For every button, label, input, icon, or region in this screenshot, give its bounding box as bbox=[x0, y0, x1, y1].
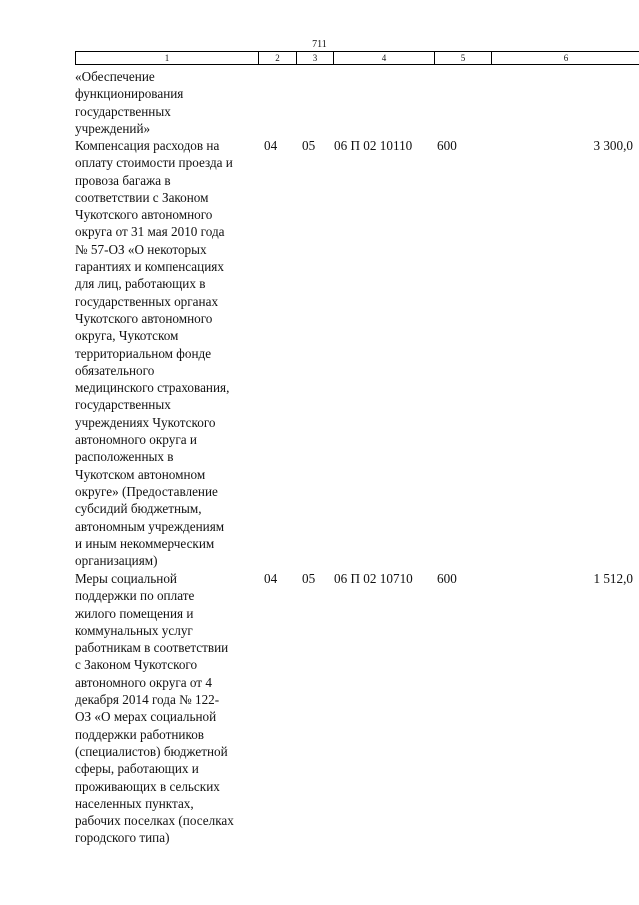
table-header bbox=[75, 51, 639, 65]
table-row bbox=[75, 570, 639, 847]
row-description bbox=[75, 137, 258, 569]
description-line: ОЗ «О мерах социальной bbox=[75, 709, 217, 725]
description-line: провоза багажа в bbox=[75, 172, 171, 188]
description-line: населенных пунктах, bbox=[75, 795, 194, 811]
header-col-1: 1 bbox=[76, 52, 259, 64]
description-line: гарантиях и компенсациях bbox=[75, 259, 224, 275]
description-line: учреждениях Чукотского bbox=[75, 414, 216, 430]
description-line: организациям) bbox=[75, 553, 158, 569]
description-line: субсидий бюджетным, bbox=[75, 501, 202, 517]
cell-target-article: 06 П 02 10110 bbox=[334, 138, 413, 153]
header-col-5: 5 bbox=[435, 52, 492, 64]
table-row bbox=[75, 68, 639, 137]
description-line: для лиц, работающих в bbox=[75, 276, 206, 292]
description-line: с Законом Чукотского bbox=[75, 657, 198, 673]
description-line: сферы, работающих и bbox=[75, 761, 199, 777]
description-line: работникам в соответствии bbox=[75, 640, 229, 656]
description-line: автономным учреждениям bbox=[75, 518, 225, 534]
cell-section bbox=[258, 68, 296, 137]
description-line: округа от 31 мая 2010 года bbox=[75, 224, 225, 240]
description-line: Чукотского автономного bbox=[75, 310, 213, 326]
description-line: медицинского страхования, bbox=[75, 380, 230, 396]
description-line: функционирования bbox=[75, 86, 184, 102]
description-line: Чукотского автономного bbox=[75, 207, 213, 223]
description-line: проживающих в сельских bbox=[75, 778, 220, 794]
description-line: поддержки работников bbox=[75, 726, 205, 742]
description-line: округе» (Предоставление bbox=[75, 483, 218, 499]
cell-expense-type: 600 bbox=[437, 138, 457, 153]
description-line: «Обеспечение bbox=[75, 69, 155, 84]
header-col-3: 3 bbox=[297, 52, 334, 64]
description-line: государственных bbox=[75, 397, 171, 413]
description-line: поддержки по оплате bbox=[75, 588, 195, 604]
cell-expense-type: 600 bbox=[437, 571, 457, 586]
cell-section: 04 bbox=[264, 138, 278, 153]
header-col-6: 6 bbox=[563, 53, 569, 63]
description-line: обязательного bbox=[75, 362, 155, 378]
cell-target-article: 06 П 02 10710 bbox=[334, 571, 413, 586]
row-description bbox=[75, 570, 258, 847]
header-col-2: 2 bbox=[259, 52, 297, 64]
description-line: территориальном фонде bbox=[75, 345, 212, 361]
description-line: коммунальных услуг bbox=[75, 622, 193, 638]
description-line: расположенных в bbox=[75, 449, 174, 465]
cell-subsection bbox=[296, 68, 333, 137]
description-line: государственных органах bbox=[75, 293, 219, 309]
description-line: жилого помещения и bbox=[75, 605, 194, 621]
description-line: городского типа) bbox=[75, 830, 170, 846]
cell-subsection: 05 bbox=[302, 138, 316, 153]
description-line: автономного округа от 4 bbox=[75, 674, 212, 690]
page-number: 711 bbox=[312, 39, 327, 50]
description-line: государственных bbox=[75, 103, 171, 119]
description-line: декабря 2014 года № 122- bbox=[75, 692, 220, 708]
cell-section: 04 bbox=[264, 571, 278, 586]
description-line: № 57-ОЗ «О некоторых bbox=[75, 241, 207, 257]
description-line: (специалистов) бюджетной bbox=[75, 743, 228, 759]
cell-amount bbox=[491, 68, 639, 137]
header-col-4: 4 bbox=[334, 52, 435, 64]
cell-target-article bbox=[333, 68, 434, 137]
description-line: оплату стоимости проезда и bbox=[75, 155, 233, 171]
cell-amount: 1 512,0 bbox=[593, 571, 633, 586]
cell-subsection: 05 bbox=[302, 571, 316, 586]
description-line: и иным некоммерческим bbox=[75, 535, 215, 551]
row-description bbox=[75, 68, 258, 137]
description-line: округа, Чукотском bbox=[75, 328, 179, 344]
cell-amount: 3 300,0 bbox=[593, 138, 633, 153]
table-row bbox=[75, 137, 639, 569]
description-line: Меры социальной bbox=[75, 571, 177, 586]
cell-expense-type bbox=[434, 68, 491, 137]
description-line: учреждений» bbox=[75, 120, 151, 136]
description-line: соответствии с Законом bbox=[75, 189, 209, 205]
description-line: Компенсация расходов на bbox=[75, 138, 220, 153]
description-line: Чукотском автономном bbox=[75, 466, 206, 482]
description-line: рабочих поселках (поселках bbox=[75, 813, 234, 829]
description-line: автономного округа и bbox=[75, 432, 197, 448]
